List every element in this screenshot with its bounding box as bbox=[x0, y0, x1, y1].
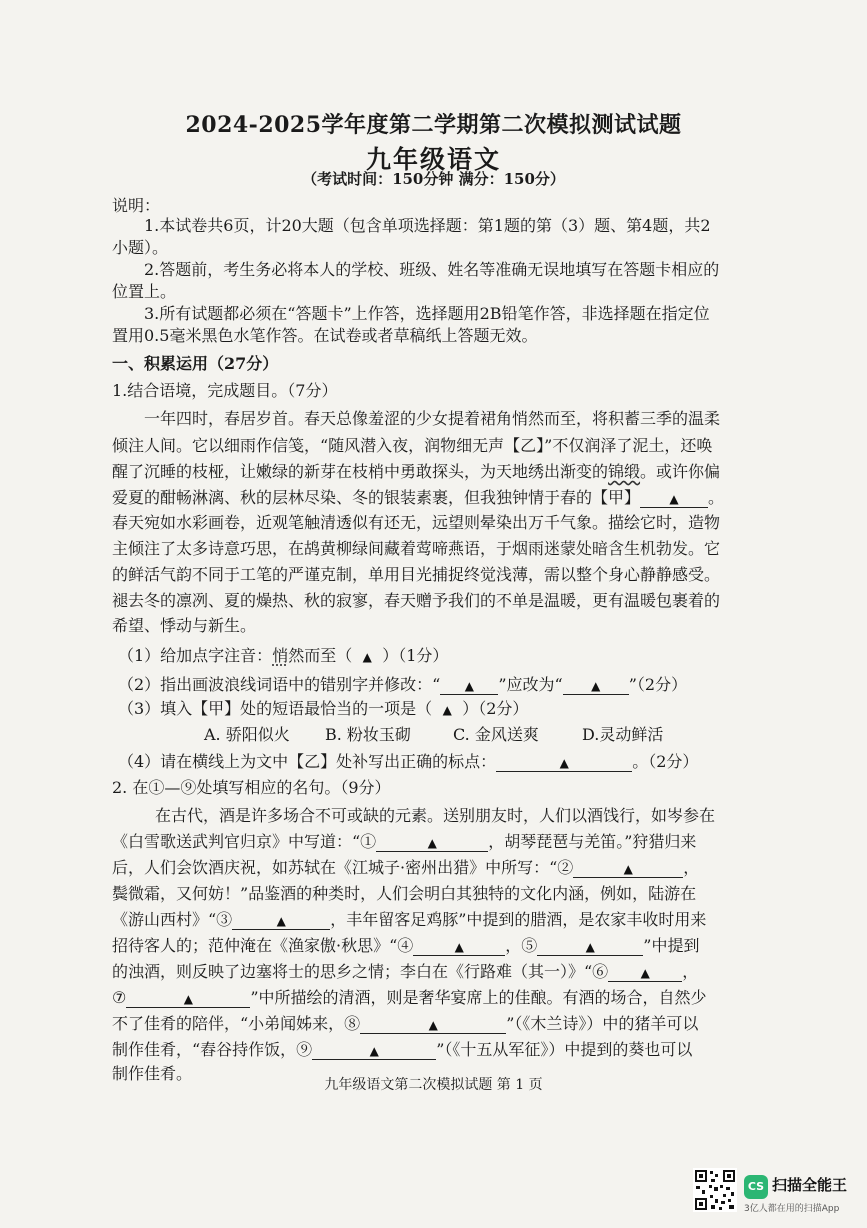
q2-para-line bbox=[112, 988, 707, 1008]
q2-stem: 2. 在①—⑨处填写相应的名句。（9分） bbox=[112, 778, 391, 797]
triangle-icon: ▲ bbox=[276, 914, 286, 928]
text: ，丰年留客足鸡豚”中提到的腊酒，是农家丰收时用来 bbox=[330, 910, 707, 929]
answer-blank-4[interactable] bbox=[413, 937, 505, 956]
q1-stem: 1.结合语境，完成题目。（7分） bbox=[112, 381, 338, 400]
triangle-icon: ▲ bbox=[464, 679, 474, 693]
triangle-icon: ▲ bbox=[183, 992, 193, 1006]
text: ”（2分） bbox=[628, 675, 688, 694]
q1-para-line bbox=[112, 488, 724, 508]
q2-para-line: 在古代，酒是许多场合不可或缺的元素。送别朋友时，人们以酒饯行，如岑参在 bbox=[155, 806, 716, 825]
note-3b: 置用0.5毫米黑色水笔作答。在试卷或者草稿纸上答题无效。 bbox=[112, 326, 538, 345]
q2-para-line: 鬓微霜，又何妨！”品鉴酒的种类时，人们会明白其独特的文化内涵，例如，陆游在 bbox=[112, 884, 697, 903]
answer-blank-8[interactable] bbox=[360, 1015, 506, 1034]
text: ， bbox=[682, 962, 699, 981]
text: ）（1分） bbox=[382, 646, 449, 665]
text: ，胡琴琵琶与羌笛。”狩猎归来 bbox=[488, 832, 697, 851]
triangle-icon: ▲ bbox=[428, 1018, 438, 1032]
text: ， bbox=[683, 858, 700, 877]
note-1a: 1.本试卷共6页，计20大题（包含单项选择题：第1题的第（3）题、第4题，共2 bbox=[144, 216, 711, 235]
note-1b: 小题）。 bbox=[112, 238, 169, 257]
text: （4）请在横线上为文中【乙】处补写出正确的标点： bbox=[118, 752, 497, 771]
text: ⑦ bbox=[112, 988, 127, 1007]
text: 。 bbox=[708, 488, 725, 507]
q1-para-line: 春天宛如水彩画卷，近观笔触清透似有还无，远望则晕染出万千气象。描绘它时，造物 bbox=[112, 513, 721, 532]
q1-para-line: 主倾注了太多诗意巧思，在鸪黄柳绿间藏着莺啼燕语，于烟雨迷蒙处暗含生机勃发。它 bbox=[112, 539, 721, 558]
q1-para-line bbox=[112, 462, 720, 482]
answer-blank-7[interactable] bbox=[126, 989, 250, 1008]
text: 的浊酒，则反映了边塞将士的思乡之情；李白在《行路难（其一）》“⑥ bbox=[112, 962, 609, 981]
triangle-icon: ▲ bbox=[559, 756, 569, 770]
q1-sub-4 bbox=[118, 752, 698, 772]
option-a: A. 骄阳似火 bbox=[204, 725, 290, 744]
answer-blank-6[interactable] bbox=[608, 963, 682, 982]
triangle-icon: ▲ bbox=[591, 679, 601, 693]
scanner-app-name: 扫描全能王 bbox=[772, 1176, 848, 1194]
q1-para-line: 褪去冬的凛冽、夏的燥热、秋的寂寥，春天赠予我们的不单是温暖，更有温暖包裹着的 bbox=[112, 591, 721, 610]
option-d: D.灵动鲜活 bbox=[582, 725, 664, 744]
triangle-icon: ▲ bbox=[623, 862, 633, 876]
triangle-icon: ▲ bbox=[640, 966, 650, 980]
text: 不了佳肴的陪伴，“小弟闻姊来，⑧ bbox=[112, 1014, 361, 1033]
qr-code-icon bbox=[693, 1168, 737, 1212]
text: ”（《十五从军征》）中提到的葵也可以 bbox=[436, 1040, 693, 1059]
footer-text: 九年级语文第二次模拟试题 第 1 页 bbox=[324, 1077, 543, 1093]
q2-para-line bbox=[112, 936, 699, 956]
answer-blank-1[interactable] bbox=[376, 833, 488, 852]
q1-sub-1 bbox=[118, 646, 448, 667]
answer-blank-3[interactable] bbox=[232, 911, 330, 930]
triangle-icon: ▲ bbox=[442, 703, 452, 717]
text: ，⑤ bbox=[505, 936, 538, 955]
answer-blank[interactable] bbox=[432, 699, 462, 720]
q2-para-line bbox=[112, 910, 706, 930]
text: 招待客人的；范仲淹在《渔家傲·秋思》“④ bbox=[112, 936, 414, 955]
q2-para-line bbox=[112, 962, 698, 982]
note-3a: 3.所有试题都必须在“答题卡”上作答，选择题用2B铅笔作答，非选择题在指定位 bbox=[144, 304, 710, 323]
q2-para-line bbox=[112, 858, 699, 878]
section-heading: 一、积累运用（27分） bbox=[112, 354, 279, 373]
exam-title: 2024-2025学年度第二学期第二次模拟测试试题 bbox=[185, 112, 682, 138]
text: ）（2分） bbox=[462, 699, 529, 718]
text: （2）指出画波浪线词语中的错别字并修改：“ bbox=[118, 675, 441, 694]
q1-para-line: 倾注人间。它以细雨作信笺，“随风潜入夜，润物细无声【乙】”不仅润泽了泥土，还唤 bbox=[112, 436, 713, 455]
q2-para-line bbox=[112, 832, 696, 852]
text: 爱夏的酣畅淋漓、秋的层林尽染、冬的银装素裹，但我独钟情于春的【甲】 bbox=[112, 488, 641, 507]
subject-title: 九年级语文 bbox=[365, 145, 501, 174]
text: （3）填入【甲】处的短语最恰当的一项是（ bbox=[118, 699, 433, 718]
notes-label: 说明： bbox=[112, 196, 161, 215]
scanner-tagline: 3亿人都在用的扫描App bbox=[744, 1204, 840, 1214]
q1-sub-3 bbox=[118, 699, 528, 720]
answer-blank-5[interactable] bbox=[537, 937, 643, 956]
q1-sub-2 bbox=[118, 675, 687, 695]
wavy-underlined-word: 锦缎 bbox=[608, 462, 641, 481]
answer-blank[interactable] bbox=[440, 676, 498, 695]
option-c: C. 金风送爽 bbox=[453, 725, 539, 744]
page-footer bbox=[0, 1066, 867, 1093]
q2-para-line bbox=[112, 1014, 698, 1034]
triangle-icon: ▲ bbox=[362, 650, 372, 664]
q1-para-line: 一年四时，春居岁首。春天总像羞涩的少女提着裙角悄然而至，将积蓄三季的温柔 bbox=[144, 409, 721, 428]
text: 制作佳肴，“舂谷持作饭，⑨ bbox=[112, 1040, 313, 1059]
answer-blank[interactable] bbox=[496, 753, 632, 772]
note-2b: 位置上。 bbox=[112, 282, 177, 301]
triangle-icon: ▲ bbox=[369, 1044, 379, 1058]
text: 。或许你偏 bbox=[640, 462, 721, 481]
text: 《白雪歌送武判官归京》中写道：“① bbox=[112, 832, 377, 851]
answer-blank[interactable] bbox=[563, 676, 629, 695]
option-b: B. 粉妆玉砌 bbox=[325, 725, 411, 744]
text: ”中提到 bbox=[643, 936, 700, 955]
exam-info: （考试时间：150分钟 满分：150分） bbox=[302, 170, 565, 188]
dotted-char: 悄 bbox=[272, 646, 289, 665]
answer-blank[interactable] bbox=[352, 646, 382, 667]
note-2a: 2.答题前，考生务必将本人的学校、班级、姓名等准确无误地填写在答题卡相应的 bbox=[144, 260, 720, 279]
text: 《游山西村》“③ bbox=[112, 910, 233, 929]
q1-para-line: 的鲜活气韵不同于工笔的严谨克制，单用目光捕捉终觉浅薄，需以整个身心静静感受。 bbox=[112, 565, 721, 584]
triangle-icon: ▲ bbox=[427, 836, 437, 850]
text: 然而至（ bbox=[288, 646, 353, 665]
text: ”应改为“ bbox=[498, 675, 563, 694]
triangle-icon: ▲ bbox=[454, 940, 464, 954]
triangle-icon: ▲ bbox=[585, 940, 595, 954]
text: 后，人们会饮酒庆祝，如苏轼在《江城子·密州出猎》中所写：“② bbox=[112, 858, 574, 877]
camscanner-logo: CS bbox=[744, 1175, 768, 1199]
text: 。（2分） bbox=[632, 752, 699, 771]
answer-blank-jia[interactable] bbox=[640, 489, 708, 508]
text: （1）给加点字注音： bbox=[118, 646, 273, 665]
q2-para-line bbox=[112, 1040, 692, 1060]
answer-blank-2[interactable] bbox=[573, 859, 683, 878]
text: 醒了沉睡的枝桠，让嫩绿的新芽在枝梢中勇敢探头，为天地绣出渐变的 bbox=[112, 462, 609, 481]
q2-para-line: 制作佳肴。 bbox=[112, 1064, 193, 1083]
answer-blank-9[interactable] bbox=[312, 1041, 436, 1060]
text: ”（《木兰诗》）中的猪羊可以 bbox=[506, 1014, 699, 1033]
triangle-icon: ▲ bbox=[669, 492, 679, 506]
q1-para-line: 希望、悸动与新生。 bbox=[112, 616, 257, 635]
text: ”中所描绘的清酒，则是奢华宴席上的佳酿。有酒的场合，自然少 bbox=[250, 988, 707, 1007]
